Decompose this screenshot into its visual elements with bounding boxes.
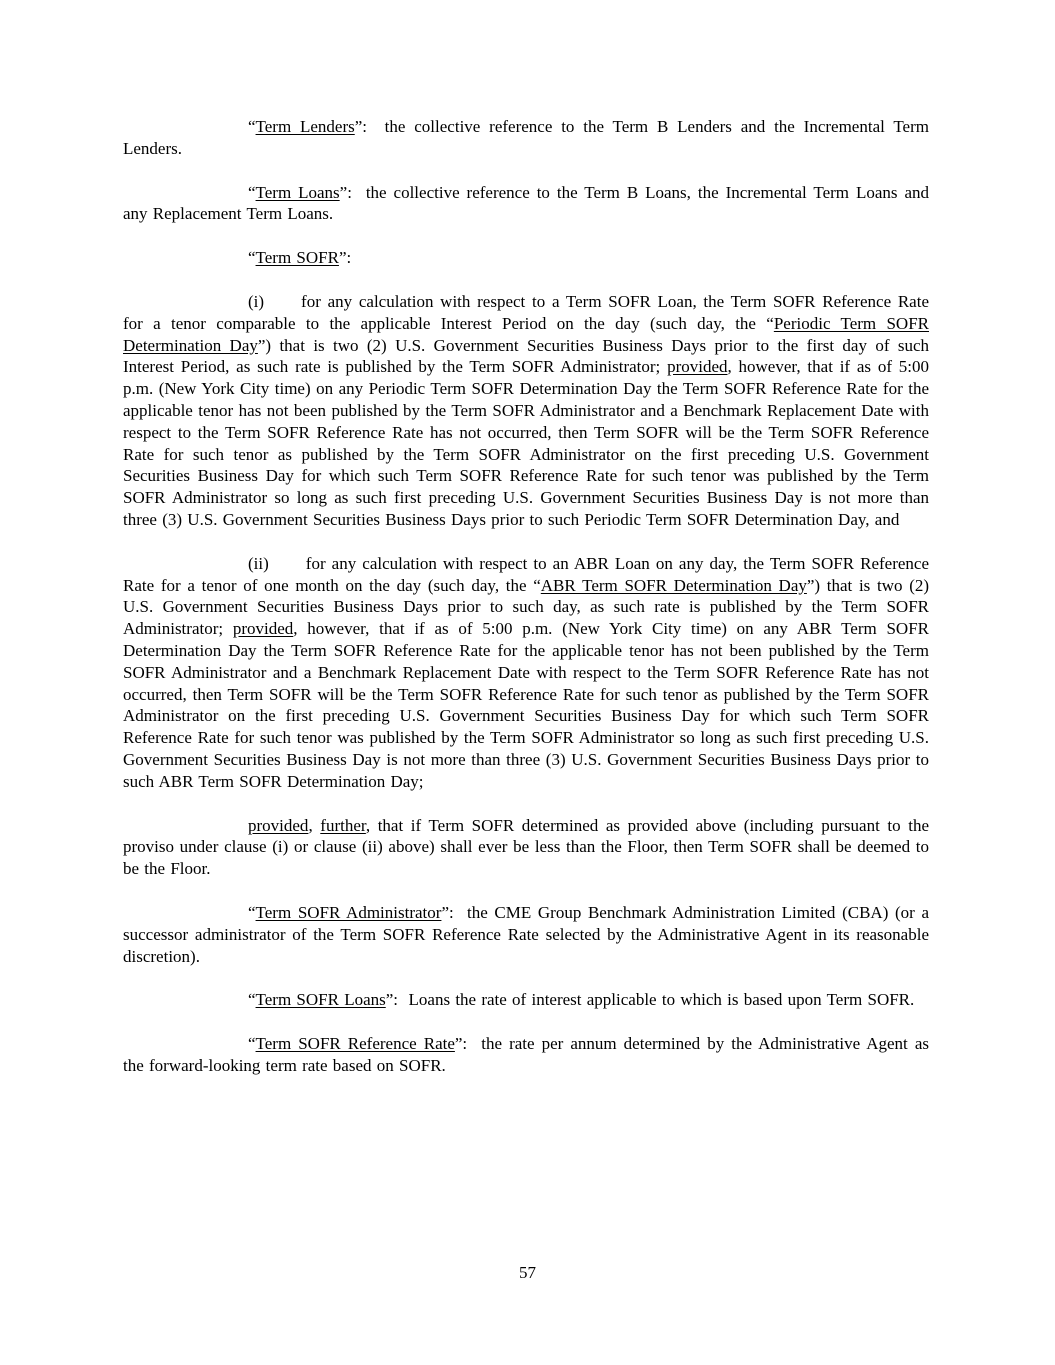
defined-term: Term SOFR Reference Rate [255, 1034, 455, 1054]
defined-term: Term SOFR [255, 248, 339, 268]
text-run: , [308, 815, 321, 835]
page-number: 57 [519, 1263, 536, 1282]
paragraph [123, 553, 929, 793]
text-run: ”: the collective reference to the Term B Loans, the Incremental Term Loans and any Replacement Term Loans. [123, 182, 929, 224]
text-run: “ [248, 117, 256, 136]
text-run: (i) [248, 291, 265, 311]
text-run: ”: Loans the rate of interest applicable to which is based upon Term SOFR. [385, 990, 915, 1010]
defined-term: ABR Term SOFR Determination Day [540, 575, 807, 595]
defined-term: provided [232, 619, 294, 639]
text-run: , that if Term SOFR determined as provided above (including pursuant to the proviso under clause (i) or clause (ii) above) shall ever be less than the Floor, then Term SOFR shall be deemed to be the Floor. [123, 815, 929, 879]
paragraph [123, 989, 929, 1011]
text-run: ”) that is two (2) U.S. Government Securities Business Days prior to the first day of such Interest Period, as such rate is published by the Term SOFR Administrator; [123, 335, 929, 377]
defined-term: provided [667, 357, 728, 377]
text-run: , however, that if as of 5:00 p.m. (New York City time) on any ABR Term SOFR Determination Day the Term SOFR Reference Rate for the applicable tenor has not been published by the Term SOFR Administrator and a Benchmark Replacement Date with respect to the Term SOFR Reference Rate has not occurred, then Term SOFR will be the Term SOFR Reference Rate for such tenor as published by the Term SOFR Administrator on the first preceding U.S. Government Securities Business Day for which such Term SOFR Reference Rate for such tenor was published by the Term SOFR Administrator so long as such first preceding U.S. Government Securities Business Day is not more than three (3) U.S. Government Securities Business Days prior to such ABR Term SOFR Determination Day; [123, 619, 929, 791]
document-body [123, 116, 929, 1099]
text-run: for any calculation with respect to an ABR Loan on any day, the Term SOFR Reference Rate for a tenor of one month on the day (such day, the “ [123, 553, 929, 595]
text-run: , however, that if as of 5:00 p.m. (New York City time) on any Periodic Term SOFR Determination Day the Term SOFR Reference Rate for the applicable tenor has not been published by the Term SOFR Administrator and a Benchmark Replacement Date with respect to the Term SOFR Reference Rate has not occurred, then Term SOFR will be the Term SOFR Reference Rate for such tenor as published by the Term SOFR Administrator on the first preceding U.S. Government Securities Business Day for which such Term SOFR Reference Rate for such tenor was published by the Term SOFR Administrator so long as such first preceding U.S. Government Securities Business Day is not more than three (3) U.S. Government Securities Business Days prior to such Periodic Term SOFR Determination Day, and [123, 357, 929, 529]
paragraph [123, 291, 929, 531]
text-run: for any calculation with respect to a Term SOFR Loan, the Term SOFR Reference Rate for a tenor comparable to the applicable Interest Period on the day (such day, the “ [123, 291, 929, 333]
defined-term: further [320, 815, 366, 835]
text-run: ”: the CME Group Benchmark Administration Limited (CBA) (or a successor administrator of the Term SOFR Reference Rate selected by the Administrative Agent in its reasonable discretion). [123, 902, 930, 966]
paragraph [123, 1033, 929, 1077]
defined-term: Term Loans [255, 182, 340, 202]
paragraph [123, 815, 929, 880]
text-run: “ [248, 182, 256, 202]
text-run: “ [248, 248, 256, 268]
text-run: ”: [338, 248, 352, 268]
defined-term: Term Lenders [255, 117, 355, 136]
text-run: “ [248, 990, 256, 1010]
text-run: ”: the collective reference to the Term B Lenders and the Incremental Term Lenders. [123, 117, 929, 158]
text-run: “ [248, 1034, 256, 1054]
defined-term: Term SOFR Administrator [255, 902, 442, 922]
paragraph [123, 902, 929, 967]
text-run: ”) that is two (2) U.S. Government Securities Business Days prior to such day, as such rate is published by the Term SOFR Administrator; [123, 575, 930, 639]
paragraph [123, 116, 929, 160]
paragraph [123, 182, 929, 226]
text-run: (ii) [248, 553, 269, 573]
defined-term: Periodic Term SOFR Determination Day [123, 313, 929, 355]
text-run: “ [248, 902, 256, 922]
defined-term: Term SOFR Loans [255, 990, 386, 1010]
paragraph [123, 247, 929, 269]
text-run: ”: the rate per annum determined by the Administrative Agent as the forward-looking term rate based on SOFR. [123, 1034, 929, 1075]
defined-term: provided [248, 815, 309, 835]
